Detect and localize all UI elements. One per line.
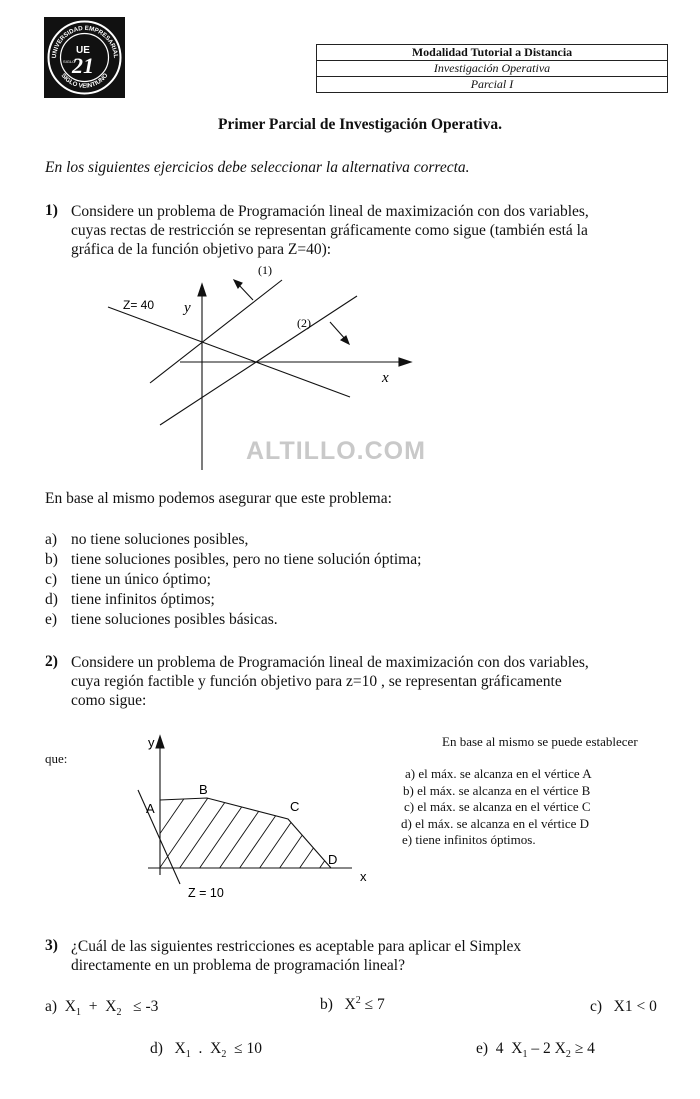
q2-region-boundary: [160, 798, 331, 868]
q2-vertex-c: C: [290, 799, 300, 814]
q1-number: 1): [45, 202, 58, 219]
q1-restriction-1-line: [150, 280, 282, 383]
q2-text: [71, 653, 589, 710]
q1-restriction-2-arrow-icon: [341, 336, 349, 344]
q1-label-1: (1): [258, 263, 272, 277]
q2-x-label: x: [360, 869, 367, 884]
watermark: ALTILLO.COM: [246, 437, 426, 465]
q2-option-a: a) el máx. se alcanza en el vértice A: [405, 766, 592, 781]
q3-option-a: a) $X_1 + X_2$ ≤ -3: [45, 998, 159, 1019]
q1-text-line1: Considere un problema de Programación lineal de maximización con dos variables,: [71, 203, 589, 220]
q2-y-label: y: [148, 735, 155, 750]
q1-option-c: c) tiene un único óptimo;: [45, 571, 211, 588]
q1-option-e: e) tiene soluciones posibles básicas.: [45, 611, 278, 628]
q1-objective-line: [108, 307, 350, 397]
q2-y-arrow-icon: [156, 736, 164, 748]
page-title: Primer Parcial de Investigación Operativa.: [218, 116, 502, 133]
q1-option-a: a) no tiene soluciones posibles,: [45, 531, 249, 548]
q1-x-label: x: [382, 370, 389, 386]
q2-option-e: e) tiene infinitos óptimos.: [402, 832, 536, 847]
q2-vertex-d: D: [328, 852, 338, 867]
logo-top-text: UNIVERSIDAD EMPRESARIAL: [50, 24, 120, 59]
q1-label-2: (2): [297, 316, 311, 330]
q2-option-c: c) el máx. se alcanza en el vértice C: [404, 799, 591, 814]
q2-option-b: b) el máx. se alcanza en el vértice B: [403, 782, 591, 798]
q2-side-intro: En base al mismo se puede establecer: [442, 734, 638, 749]
header-subject: Investigación Operativa: [317, 61, 667, 77]
q1-x-arrow-icon: [399, 358, 411, 366]
q2-graph: [0, 720, 440, 910]
q3-option-e: e) 4 $X_1 - 2$ $X_2 \ge 4$: [476, 1040, 595, 1061]
q2-text-line1: Considere un problema de Programación lineal de maximización con dos variables,: [71, 654, 589, 671]
q2-objective-line: [138, 790, 180, 884]
q2-text-line3: como sigue:: [71, 692, 147, 709]
q1-option-d: d) tiene infinitos óptimos;: [45, 591, 215, 608]
q1-restriction-1-normal: [238, 284, 253, 300]
q1-text-line3: gráfica de la función objetivo para Z=40):: [71, 241, 332, 258]
instructions: En los siguientes ejercicios debe seleccionar la alternativa correcta.: [45, 159, 470, 176]
q1-y-label: y: [184, 300, 191, 316]
q3-text: [71, 937, 521, 975]
q3-option-b: b) $X^2 \le 7$: [320, 995, 385, 1014]
q3-option-d: d) $X_1$ . $X_2 \le 10$: [150, 1040, 262, 1061]
q3-option-c: c) X1 < 0: [590, 998, 657, 1015]
q1-prompt: En base al mismo podemos asegurar que este problema:: [45, 490, 392, 507]
logo-side: SIGLO: [63, 59, 76, 64]
q2-que: que:: [45, 751, 68, 766]
q1-graph: [0, 0, 700, 480]
logo-number: 21: [72, 53, 94, 78]
q1-option-b: b) tiene soluciones posibles, pero no tiene solución óptima;: [45, 551, 422, 568]
q3-number: 3): [45, 937, 58, 954]
q1-y-arrow-icon: [198, 284, 206, 296]
header-exam: Parcial I: [317, 77, 667, 93]
q1-options: [45, 530, 421, 630]
q3-text-line1: ¿Cuál de las siguientes restricciones es aceptable para aplicar el Simplex: [71, 938, 522, 955]
q2-vertex-a: A: [146, 801, 155, 816]
q2-number: 2): [45, 653, 58, 670]
q2-text-line2: cuya región factible y función objetivo para z=10 , se representan gráficamente: [71, 673, 562, 690]
logo-ue: UE: [76, 45, 90, 56]
q2-options: [400, 766, 592, 849]
q2-option-d: d) el máx. se alcanza en el vértice D: [401, 815, 590, 831]
q2-vertex-b: B: [199, 782, 208, 797]
header-modality: Modalidad Tutorial a Distancia: [317, 45, 667, 61]
q3-text-line2: directamente en un problema de programación lineal?: [71, 957, 405, 974]
q1-text-line2: cuyas rectas de restricción se representan gráficamente como sigue (también está la: [71, 222, 588, 239]
q2-z-label: Z = 10: [188, 886, 224, 900]
logo-bottom-text: SIGLO VEINTIUNO: [59, 72, 110, 90]
q1-z-label: Z= 40: [123, 298, 155, 312]
